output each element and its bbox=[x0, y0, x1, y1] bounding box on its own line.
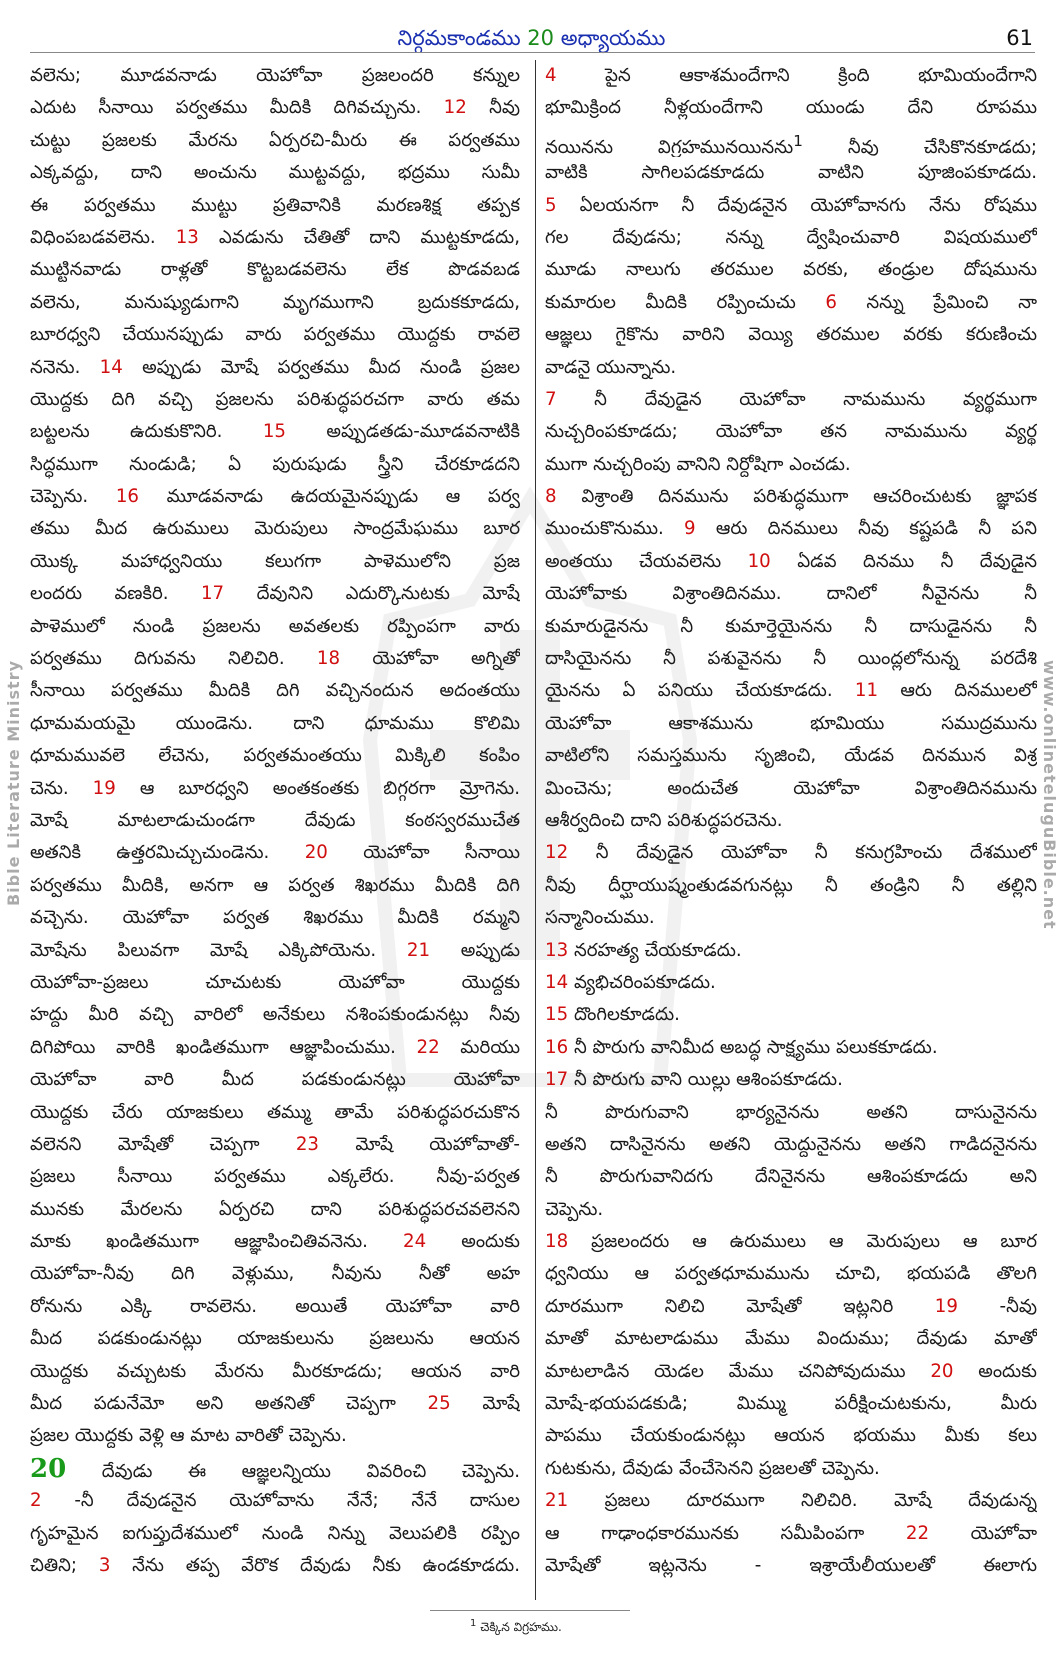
verse-text: ముగా నుచ్చరింపు వానిని నిర్దోషిగా ఎంచడు. bbox=[545, 453, 851, 475]
text-line bbox=[545, 384, 1037, 416]
verse-text: ముంచుకొనుము. bbox=[545, 518, 685, 540]
verse-text: ధూమమువలె లేచెను, పర్వతమంతయు మిక్కిలి కంపిం bbox=[30, 745, 520, 767]
verse-text: యొద్దకు చేరు యాజకులు తమ్ము తామే పరిశుద్ధపరచుకొన bbox=[30, 1101, 520, 1123]
verse-text: సీనాయి పర్వతము మీదికి దిగి వచ్చినందున అదంతయు bbox=[30, 680, 520, 702]
text-line bbox=[30, 1129, 520, 1161]
verse-text: యొద్దకు వచ్చుటకు మేరను మీరకూడదు; ఆయన వారి bbox=[30, 1360, 520, 1382]
text-line bbox=[545, 1356, 1037, 1388]
verse-text: మాతో మాటలాడుము మేము విందుము; దేవుడు మాతో bbox=[545, 1328, 1037, 1350]
text-line bbox=[545, 222, 1037, 254]
verse-text: కుమారుల మీదికి రప్పించుచు bbox=[545, 291, 826, 313]
verse-text: ప్రజలందరు ఆ ఉరుములు ఆ మెరుపులు ఆ బూర bbox=[568, 1231, 1037, 1253]
verse-text: పర్వతము మీదికి, అనగా ఆ పర్వత శిఖరము మీదికి దిగి bbox=[30, 874, 520, 896]
verse-number: 15 bbox=[545, 1004, 569, 1026]
text-line bbox=[545, 1485, 1037, 1517]
verse-text: వాటికి సాగిలపడకూడదు వాటిని పూజింపకూడదు. bbox=[545, 162, 1037, 184]
text-line bbox=[545, 1097, 1037, 1129]
verse-text: మూడవనాడు ఉదయమైనప్పుడు ఆ పర్వ bbox=[138, 486, 520, 508]
footnote-marker: 1 bbox=[470, 1618, 477, 1629]
text-line bbox=[545, 1291, 1037, 1323]
verse-text: చితిని; bbox=[30, 1554, 99, 1576]
book-name: నిర్గమకాండము bbox=[397, 26, 521, 50]
verse-text: మాటలాడిన యెడల మేము చనిపోవుదుము bbox=[545, 1360, 931, 1382]
text-line bbox=[545, 254, 1037, 286]
verse-text: మోషేను పిలువగా మోషే ఎక్కిపోయెను. bbox=[30, 939, 407, 961]
text-line bbox=[30, 1323, 520, 1355]
verse-text: అప్పుడతడు-మూడవనాటికి bbox=[285, 421, 520, 443]
left-column bbox=[30, 60, 520, 1605]
text-line bbox=[30, 513, 520, 545]
verse-text: మూడు నాలుగు తరముల వరకు, తండ్రుల దోషమును bbox=[545, 259, 1037, 281]
text-line bbox=[545, 1161, 1037, 1193]
verse-text: అప్పుడు మోషే పర్వతము మీద నుండి ప్రజల bbox=[122, 356, 520, 378]
verse-number: 22 bbox=[416, 1036, 440, 1058]
text-line bbox=[30, 546, 520, 578]
verse-text: నీవు చేసికొనకూడదు; bbox=[802, 136, 1037, 158]
verse-text: నీవు bbox=[466, 97, 520, 119]
verse-text: విధింపబడవలెను. bbox=[30, 226, 176, 248]
verse-text: యెహోవా bbox=[929, 1522, 1037, 1544]
verse-text: యెహోవా సీనాయి bbox=[327, 842, 520, 864]
text-line bbox=[30, 773, 520, 805]
text-line bbox=[545, 578, 1037, 610]
text-line bbox=[545, 837, 1037, 869]
verse-text: మీద పడకుండునట్లు యాజకులును ప్రజలును ఆయన bbox=[30, 1328, 520, 1350]
verse-text: మరియు bbox=[439, 1036, 520, 1058]
verse-text: ఎక్కవద్దు, దాని అంచును ముట్టవద్దు, భద్రము సుమీ bbox=[30, 162, 520, 184]
verse-text: నీవు దీర్ఘాయుష్మంతుడవగునట్లు నీ తండ్రిని నీ తల్లిని bbox=[545, 874, 1037, 896]
verse-text: పర్వతము దిగువను నిలిచిరి. bbox=[30, 648, 317, 670]
verse-number: 17 bbox=[545, 1069, 569, 1091]
verse-number: 18 bbox=[545, 1231, 569, 1253]
text-line bbox=[30, 967, 520, 999]
verse-text: దూరముగా నిలిచి మోషేతో ఇట్లనిరి bbox=[545, 1295, 935, 1317]
verse-text: ఆజ్ఞలు గైకొను వారిని వెయ్యి తరముల వరకు కరుణించు bbox=[545, 324, 1037, 346]
verse-text: వలెను, మనుష్యుడుగాని మృగముగాని బ్రదుకకూడదు, bbox=[30, 291, 520, 313]
text-line bbox=[30, 805, 520, 837]
verse-text: పాళెములో నుండి ప్రజలను అవతలకు రప్పింపగా వారు bbox=[30, 615, 520, 637]
text-line bbox=[30, 902, 520, 934]
text-line bbox=[545, 1420, 1037, 1452]
text-line bbox=[30, 254, 520, 286]
text-line bbox=[545, 967, 1037, 999]
verse-number: 8 bbox=[545, 486, 557, 508]
verse-text: ఆరు దినములలో bbox=[878, 680, 1037, 702]
verse-number: 23 bbox=[295, 1133, 319, 1155]
text-line bbox=[30, 190, 520, 222]
verse-text: కుమారుడైనను నీ కుమార్తెయైనను నీ దాసుడైనను నీ bbox=[545, 615, 1037, 637]
verse-number: 12 bbox=[545, 842, 569, 864]
verse-text: -నీ దేవుడనైన యెహోవాను నేనే; నేనే దాసుల bbox=[41, 1490, 520, 1512]
verse-text: నీ దేవుడైన యెహోవా నీ కనుగ్రహించు దేశములో bbox=[568, 842, 1037, 864]
text-line bbox=[30, 578, 520, 610]
verse-text: చెను. bbox=[30, 777, 93, 799]
verse-text: దాసియైనను నీ పశువైనను నీ యింద్లలోనున్న పరదేశి bbox=[545, 648, 1037, 670]
verse-text: ఆశీర్వదించి దాని పరిశుద్ధపరచెను. bbox=[545, 809, 783, 831]
text-line bbox=[30, 1194, 520, 1226]
verse-text: ధ్వనియు ఆ పర్వతధూమమును చూచి, భయపడి తొలగి bbox=[545, 1263, 1037, 1285]
text-line bbox=[545, 319, 1037, 351]
text-line bbox=[545, 1258, 1037, 1290]
text-line bbox=[545, 935, 1037, 967]
text-line bbox=[545, 157, 1037, 189]
text-line bbox=[30, 287, 520, 319]
footnote-ref: 1 bbox=[793, 131, 803, 150]
verse-number: 20 bbox=[304, 842, 328, 864]
verse-number: 19 bbox=[934, 1295, 958, 1317]
verse-text: మోషే యెహోవాతో- bbox=[319, 1133, 520, 1155]
text-line bbox=[30, 319, 520, 351]
verse-text: సన్మానించుము. bbox=[545, 907, 655, 929]
text-line bbox=[545, 1550, 1037, 1582]
verse-text: అతనికి ఉత్తరమిచ్చుచుండెను. bbox=[30, 842, 305, 864]
verse-text: అందుకు bbox=[426, 1231, 520, 1253]
verse-text: మోషేతో ఇట్లనెను - ఇశ్రాయేలీయులతో ఈలాగు bbox=[545, 1554, 1037, 1576]
text-line bbox=[30, 1388, 520, 1420]
text-line bbox=[545, 1129, 1037, 1161]
text-line bbox=[30, 708, 520, 740]
text-line bbox=[30, 740, 520, 772]
verse-text: నీ పొరుగు వాని యిల్లు ఆశింపకూడదు. bbox=[568, 1069, 843, 1091]
text-line bbox=[30, 1485, 520, 1517]
text-line bbox=[30, 1291, 520, 1323]
verse-text: ఎవడును చేతితో దాని ముట్టకూడదు, bbox=[198, 226, 520, 248]
verse-text: ఆరు దినములు నీవు కష్టపడి నీ పని bbox=[695, 518, 1037, 540]
text-line bbox=[545, 449, 1037, 481]
verse-text: -నీవు bbox=[957, 1295, 1037, 1317]
verse-text: నీ పొరుగువానిదగు దేనినైనను ఆశింపకూడదు అని bbox=[545, 1166, 1037, 1188]
verse-text: గల దేవుడను; నన్ను ద్వేషించువారి విషయములో bbox=[545, 226, 1037, 248]
verse-text: గృహమైన ఐగుప్తుదేశములో నుండి నిన్ను వెలుపలికి రప్పిం bbox=[30, 1522, 520, 1544]
verse-text: వాడనై యున్నాను. bbox=[545, 356, 677, 378]
verse-text: దేవుడు ఈ ఆజ్ఞలన్నియు వివరించి చెప్పెను. bbox=[66, 1460, 520, 1482]
text-line bbox=[545, 1323, 1037, 1355]
text-line bbox=[545, 1453, 1037, 1485]
verse-text: ధూమమయమై యుండెను. దాని ధూమము కొలిమి bbox=[30, 712, 520, 734]
verse-text: నీ పొరుగు వానిమీద అబద్ధ సాక్ష్యము పలుకకూడదు. bbox=[568, 1036, 938, 1058]
text-line bbox=[545, 611, 1037, 643]
chapter-number: 20 bbox=[527, 26, 555, 50]
watermark-ministry-text: Bible Literature Ministry bbox=[4, 660, 23, 907]
text-line bbox=[545, 416, 1037, 448]
text-line bbox=[30, 1356, 520, 1388]
text-line bbox=[545, 740, 1037, 772]
text-line bbox=[30, 481, 520, 513]
text-line bbox=[30, 935, 520, 967]
verse-text: యెహోవా వారి మీద పడకుండునట్లు యెహోవా bbox=[30, 1069, 520, 1091]
text-line bbox=[545, 1032, 1037, 1064]
page-number: 61 bbox=[1006, 26, 1033, 50]
verse-text: యెహోవా ఆకాశమును భూమియు సముద్రమును bbox=[545, 712, 1037, 734]
text-line bbox=[545, 92, 1037, 124]
right-column bbox=[545, 60, 1037, 1605]
text-line bbox=[545, 1518, 1037, 1550]
text-line bbox=[30, 449, 520, 481]
verse-text: మీద పడునేమో అని అతనితో చెప్పగా bbox=[30, 1393, 428, 1415]
text-line bbox=[545, 999, 1037, 1031]
verse-text: మించెను; అందుచేత యెహోవా విశ్రాంతిదినమును bbox=[545, 777, 1037, 799]
verse-text: పాపము చేయకుండునట్లు ఆయన భయము మీకు కలు bbox=[545, 1425, 1037, 1447]
text-line bbox=[30, 675, 520, 707]
verse-number: 13 bbox=[545, 939, 569, 961]
text-line bbox=[30, 1453, 520, 1485]
verse-number: 2 bbox=[30, 1490, 42, 1512]
verse-number: 5 bbox=[545, 194, 557, 216]
verse-number: 19 bbox=[92, 777, 116, 799]
text-line bbox=[30, 222, 520, 254]
verse-text: నయినను విగ్రహమునయినను bbox=[545, 136, 794, 158]
text-line bbox=[545, 675, 1037, 707]
verse-text: ఆ బూరధ్వని అంతకంతకు బిగ్గరగా మ్రోగెను. bbox=[115, 777, 520, 799]
verse-text: చెప్పెను. bbox=[545, 1198, 604, 1220]
verse-text: ఈ పర్వతము ముట్టు ప్రతివానికి మరణశిక్ష తప్పక bbox=[30, 194, 520, 216]
verse-number: 3 bbox=[98, 1554, 111, 1576]
verse-text: విశ్రాంతి దినమును పరిశుద్ధముగా ఆచరించుటకు జ్ఞాపక bbox=[556, 486, 1037, 508]
verse-text: ప్రజలు సీనాయి పర్వతము ఎక్కలేరు. నీవు-పర్వత bbox=[30, 1166, 520, 1188]
text-line bbox=[30, 1032, 520, 1064]
verse-number: 9 bbox=[684, 518, 696, 540]
verse-text: మాకు ఖండితముగా ఆజ్ఞాపించితివనెను. bbox=[30, 1231, 404, 1253]
verse-text: రోనును ఎక్కి రావలెను. అయితే యెహోవా వారి bbox=[30, 1295, 520, 1317]
chapter-label: అధ్యాయము bbox=[560, 26, 666, 50]
verse-number: 16 bbox=[115, 486, 139, 508]
verse-text: ముట్టినవాడు రాళ్లతో కొట్టబడవలెను లేక పొడవబడ bbox=[30, 259, 520, 281]
verse-text: ఎదుట సీనాయి పర్వతము మీదికి దిగివచ్చును. bbox=[30, 97, 444, 119]
verse-text: ప్రజలు దూరముగా నిలిచిరి. మోషే దేవుడున్న bbox=[568, 1490, 1037, 1512]
verse-text: భూమిక్రింద నీళ్లయందేగాని యుండు దేని రూపము bbox=[545, 97, 1037, 119]
verse-number: 14 bbox=[99, 356, 123, 378]
text-line bbox=[545, 805, 1037, 837]
verse-text: యొద్దకు దిగి వచ్చి ప్రజలను పరిశుద్ధపరచగా వారు తమ bbox=[30, 388, 520, 410]
text-line bbox=[545, 1388, 1037, 1420]
verse-text: దేవునిని ఎదుర్కొనుటకు మోషే bbox=[224, 583, 520, 605]
footnote bbox=[470, 1618, 562, 1637]
verse-text: ఏడవ దినము నీ దేవుడైన bbox=[770, 550, 1037, 572]
text-line bbox=[545, 643, 1037, 675]
verse-text: వ్యభిచరింపకూడదు. bbox=[568, 971, 716, 993]
text-line bbox=[30, 837, 520, 869]
verse-number: 20 bbox=[930, 1360, 954, 1382]
text-line bbox=[30, 125, 520, 157]
text-line bbox=[30, 416, 520, 448]
verse-number: 21 bbox=[545, 1490, 569, 1512]
verse-number: 11 bbox=[854, 680, 879, 702]
text-line bbox=[30, 1161, 520, 1193]
verse-text: అందుకు bbox=[953, 1360, 1037, 1382]
verse-text: మోషే-భయపడకుడి; మిమ్ము పరీక్షించుటకును, మీరు bbox=[545, 1393, 1037, 1415]
column-divider bbox=[535, 60, 536, 1600]
watermark-url-text: www.onlineteluguBible.net bbox=[1040, 660, 1059, 930]
footnote-rule bbox=[430, 1610, 630, 1611]
text-line bbox=[30, 1550, 520, 1582]
verse-number: 21 bbox=[406, 939, 431, 961]
text-line bbox=[30, 60, 520, 92]
text-line bbox=[545, 1226, 1037, 1258]
text-line bbox=[30, 643, 520, 675]
text-line bbox=[545, 481, 1037, 513]
text-line bbox=[30, 1064, 520, 1096]
verse-text: నీ దేవుడైన యెహోవా నామమును వ్యర్థముగా bbox=[556, 388, 1037, 410]
verse-text: యెహోవా అగ్నితో bbox=[340, 648, 520, 670]
verse-text: యొక్క మహాధ్వనియు కలుగగా పాళెములోని ప్రజ bbox=[30, 550, 520, 572]
verse-text: అప్పుడు bbox=[430, 939, 520, 961]
text-line bbox=[545, 870, 1037, 902]
verse-text: చెప్పెను. bbox=[30, 486, 116, 508]
verse-number: 7 bbox=[545, 388, 557, 410]
verse-number: 10 bbox=[747, 550, 771, 572]
verse-number: 18 bbox=[316, 648, 341, 670]
verse-text: తము మీద ఉరుములు మెరుపులు సాంద్రమేఘము బూర bbox=[30, 518, 520, 540]
verse-text: గుటకును, దేవుడు వేంచేసెనని ప్రజలతో చెప్పెను. bbox=[545, 1457, 880, 1479]
text-line bbox=[545, 287, 1037, 319]
verse-text: అతని దాసినైనను అతని యెద్దునైనను అతని గాడిదనైనను bbox=[545, 1133, 1037, 1155]
text-line bbox=[30, 1420, 520, 1452]
watermark-left bbox=[0, 660, 30, 1060]
verse-text: ననెను. bbox=[30, 356, 100, 378]
verse-text: హద్దు మీరి వచ్చి వారిలో అనేకులు నశింపకుండునట్లు నీవు bbox=[30, 1004, 520, 1026]
verse-text: వలెను; మూడవనాడు యెహోవా ప్రజలందరి కన్నుల bbox=[30, 65, 520, 86]
text-line bbox=[30, 999, 520, 1031]
verse-text: దొంగిలకూడదు. bbox=[568, 1004, 680, 1026]
verse-number: 12 bbox=[443, 97, 467, 119]
text-line bbox=[545, 1064, 1037, 1096]
verse-text: మోషే మాటలాడుచుండగా దేవుడు కంఠస్వరముచేత bbox=[30, 809, 520, 831]
verse-text: వాటిలోని సమస్తమును సృజించి, యేడవ దినమున విశ్ర bbox=[545, 745, 1037, 767]
text-line bbox=[545, 773, 1037, 805]
verse-number: 14 bbox=[545, 971, 569, 993]
verse-number: 15 bbox=[262, 421, 286, 443]
footnote-text: చెక్కిన విగ్రహము. bbox=[480, 1620, 562, 1634]
text-line bbox=[545, 125, 1037, 157]
verse-number: 6 bbox=[825, 291, 837, 313]
verse-text: నుచ్చరింపకూడదు; యెహోవా తన నామమును వ్యర్థ bbox=[545, 421, 1037, 443]
verse-text: బూరధ్వని చేయునప్పుడు వారు పర్వతము యొద్దకు రావలె bbox=[30, 324, 520, 346]
text-line bbox=[545, 513, 1037, 545]
text-line bbox=[30, 157, 520, 189]
verse-text: నన్ను ప్రేమించి నా bbox=[836, 291, 1037, 313]
verse-number: 13 bbox=[175, 226, 199, 248]
verse-text: యెహోవా-నీవు దిగి వెళ్లుము, నీవును నీతో అహ bbox=[30, 1263, 520, 1285]
verse-text: ఏలయనగా నీ దేవుడనైన యెహోవానగు నేను రోషము bbox=[556, 194, 1037, 216]
chapter-number-large: 20 bbox=[30, 1453, 67, 1484]
verse-number: 4 bbox=[545, 65, 557, 86]
verse-text: యైనను ఏ పనియు చేయకూడదు. bbox=[545, 680, 855, 702]
text-line bbox=[30, 1097, 520, 1129]
verse-text: వలెనని మోషేతో చెప్పగా bbox=[30, 1133, 296, 1155]
text-line bbox=[30, 1258, 520, 1290]
verse-text: నేను తప్ప వేరొక దేవుడు నీకు ఉండకూడదు. bbox=[110, 1554, 520, 1576]
verse-text: మోషే bbox=[450, 1393, 520, 1415]
verse-text: యెహోవాకు విశ్రాంతిదినము. దానిలో నీవైనను నీ bbox=[545, 583, 1037, 605]
verse-text: లందరు వణకిరి. bbox=[30, 583, 201, 605]
verse-number: 17 bbox=[200, 583, 225, 605]
verse-number: 16 bbox=[545, 1036, 569, 1058]
text-line bbox=[30, 870, 520, 902]
verse-text: బట్టలను ఉదుకుకొనిరి. bbox=[30, 421, 263, 443]
verse-text: యెహోవా-ప్రజలు చూచుటకు యెహోవా యొద్దకు bbox=[30, 971, 520, 993]
verse-number: 22 bbox=[905, 1522, 930, 1544]
text-line bbox=[545, 60, 1037, 92]
text-line bbox=[545, 708, 1037, 740]
verse-text: వచ్చెను. యెహోవా పర్వత శిఖరము మీదికి రమ్మని bbox=[30, 907, 520, 929]
verse-text: ఆ గాఢాంధకారమునకు సమీపింపగా bbox=[545, 1522, 906, 1544]
verse-text: ప్రజల యొద్దకు వెళ్లి ఆ మాట వారితో చెప్పెను. bbox=[30, 1425, 347, 1447]
verse-text: సిద్ధముగా నుండుడి; ఏ పురుషుడు స్త్రీని చేరకూడదని bbox=[30, 453, 520, 475]
verse-number: 24 bbox=[403, 1231, 427, 1253]
text-line bbox=[545, 546, 1037, 578]
verse-text: అంతయు చేయవలెను bbox=[545, 550, 748, 572]
verse-text: దిగిపోయి వారికి ఖండితముగా ఆజ్ఞాపించుము. bbox=[30, 1036, 417, 1058]
verse-text: నీ పొరుగువాని భార్యనైనను అతని దాసునైనను bbox=[545, 1101, 1037, 1123]
text-line bbox=[30, 352, 520, 384]
text-line bbox=[30, 384, 520, 416]
text-line bbox=[545, 902, 1037, 934]
text-line bbox=[30, 1518, 520, 1550]
verse-text: చుట్టు ప్రజలకు మేరను ఏర్పరచి-మీరు ఈ పర్వతము bbox=[30, 129, 520, 151]
text-line bbox=[545, 1194, 1037, 1226]
text-line bbox=[30, 92, 520, 124]
text-line bbox=[545, 190, 1037, 222]
text-line bbox=[545, 352, 1037, 384]
verse-text: నరహత్య చేయకూడదు. bbox=[568, 939, 742, 961]
watermark-right bbox=[1033, 660, 1063, 1060]
verse-number: 25 bbox=[427, 1393, 451, 1415]
header-rule bbox=[30, 52, 1035, 53]
text-line bbox=[30, 1226, 520, 1258]
verse-text: మునకు మేరలను ఏర్పరచి దాని పరిశుద్ధపరచవలెనని bbox=[30, 1198, 520, 1220]
text-line bbox=[30, 611, 520, 643]
verse-text: పైన ఆకాశమందేగాని క్రింది భూమియందేగాని bbox=[556, 65, 1037, 86]
